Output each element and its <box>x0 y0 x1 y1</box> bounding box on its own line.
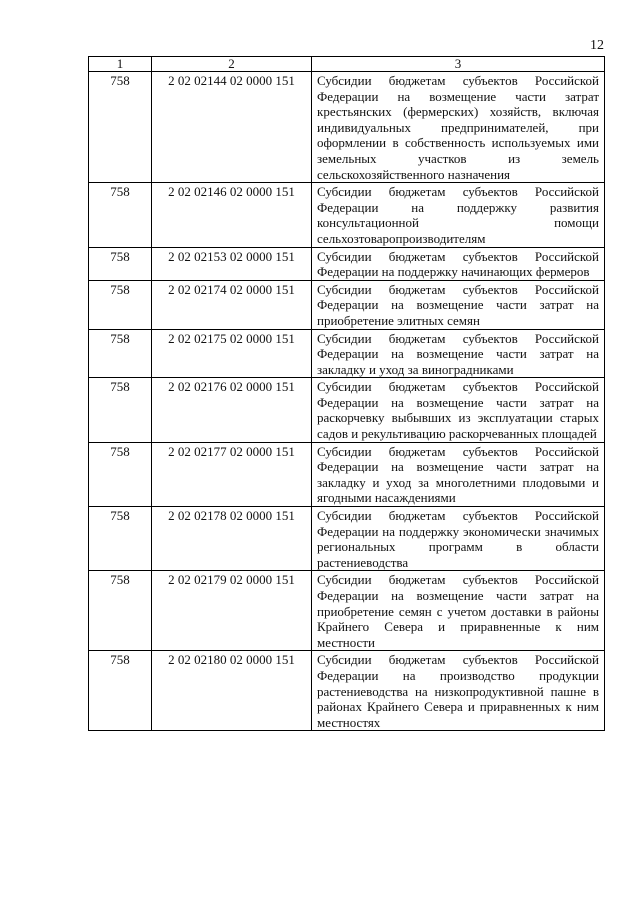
table-row <box>89 72 605 183</box>
column-header-3: 3 <box>312 57 605 72</box>
admin-code-cell: 758 <box>89 329 152 378</box>
admin-code-cell: 758 <box>89 651 152 731</box>
column-header-2: 2 <box>152 57 312 72</box>
admin-code-cell: 758 <box>89 183 152 247</box>
admin-code-cell: 758 <box>89 247 152 280</box>
budget-code-cell: 2 02 02153 02 0000 151 <box>152 247 312 280</box>
budget-code-cell: 2 02 02177 02 0000 151 <box>152 442 312 506</box>
admin-code-cell: 758 <box>89 280 152 329</box>
table-row <box>89 280 605 329</box>
table-row <box>89 442 605 506</box>
table-row <box>89 571 605 651</box>
description-cell: Субсидии бюджетам субъектов Российской Федерации на возмещение части затрат на закладку и уход за виноградниками <box>312 329 605 378</box>
admin-code-cell: 758 <box>89 442 152 506</box>
table-row <box>89 183 605 247</box>
budget-code-cell: 2 02 02180 02 0000 151 <box>152 651 312 731</box>
table-header-row <box>89 57 605 72</box>
description-cell: Субсидии бюджетам субъектов Российской Федерации на возмещение части затрат на приобретение элитных семян <box>312 280 605 329</box>
admin-code-cell: 758 <box>89 378 152 442</box>
description-cell: Субсидии бюджетам субъектов Российской Федерации на возмещение части затрат на закладку и уход за многолетними плодовыми и ягодными насаждениями <box>312 442 605 506</box>
table-row <box>89 651 605 731</box>
description-cell: Субсидии бюджетам субъектов Российской Федерации на поддержку развития консультационной помощи сельхозтоваропроизводителям <box>312 183 605 247</box>
budget-codes-table <box>88 56 605 731</box>
budget-code-cell: 2 02 02176 02 0000 151 <box>152 378 312 442</box>
description-cell: Субсидии бюджетам субъектов Российской Федерации на поддержку экономически значимых региональных программ в области растениеводства <box>312 507 605 571</box>
budget-code-cell: 2 02 02178 02 0000 151 <box>152 507 312 571</box>
table-row <box>89 247 605 280</box>
table-row <box>89 378 605 442</box>
description-cell: Субсидии бюджетам субъектов Российской Федерации на производство продукции растениеводства на низкопродуктивной пашне в районах Крайнего Севера и приравненных к ним местностях <box>312 651 605 731</box>
description-cell: Субсидии бюджетам субъектов Российской Федерации на поддержку начинающих фермеров <box>312 247 605 280</box>
table-row <box>89 507 605 571</box>
budget-code-cell: 2 02 02144 02 0000 151 <box>152 72 312 183</box>
budget-code-cell: 2 02 02174 02 0000 151 <box>152 280 312 329</box>
budget-code-cell: 2 02 02179 02 0000 151 <box>152 571 312 651</box>
description-cell: Субсидии бюджетам субъектов Российской Федерации на возмещение части затрат на приобретение семян с учетом доставки в районы Крайнего Севера и приравненные к ним местности <box>312 571 605 651</box>
budget-code-cell: 2 02 02175 02 0000 151 <box>152 329 312 378</box>
table-row <box>89 329 605 378</box>
description-cell: Субсидии бюджетам субъектов Российской Федерации на возмещение части затрат крестьянских (фермерских) хозяйств, включая индивидуальных предпринимателей, при оформлении в собственность используемых ими земельных участков из земель сельскохозяйственного назначения <box>312 72 605 183</box>
page-number: 12 <box>590 38 604 53</box>
description-cell: Субсидии бюджетам субъектов Российской Федерации на возмещение части затрат на раскорчевку выбывших из эксплуатации старых садов и рекультивацию раскорчеванных площадей <box>312 378 605 442</box>
admin-code-cell: 758 <box>89 571 152 651</box>
admin-code-cell: 758 <box>89 507 152 571</box>
admin-code-cell: 758 <box>89 72 152 183</box>
budget-code-cell: 2 02 02146 02 0000 151 <box>152 183 312 247</box>
column-header-1: 1 <box>89 57 152 72</box>
